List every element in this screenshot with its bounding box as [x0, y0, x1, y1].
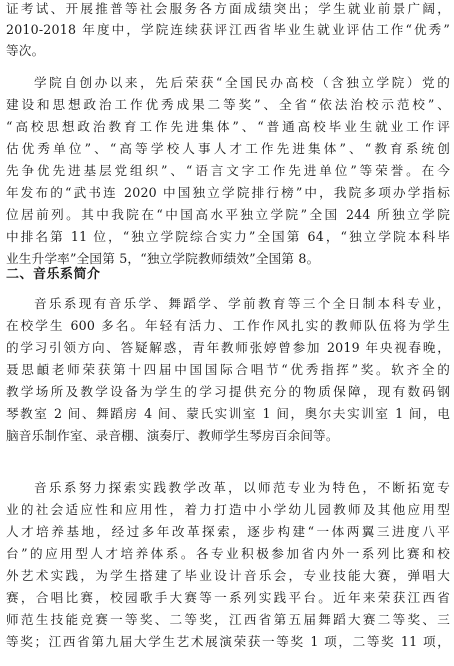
section-heading: 二、音乐系简介 — [6, 267, 101, 282]
paragraph-line: 先争优先进基层党组织”、“语言文字工作先进单位”等荣誉。在今 — [6, 163, 450, 178]
paragraph-line: 业的社会适应性和应用性，着力打造中小学幼儿园教师及其他应用型 — [6, 502, 450, 517]
paragraph-line: 位居前列。其中我院在“中国高水平独立学院”全国 244 所独立学院 — [6, 207, 450, 222]
paragraph-line: 人才培养基地，经过多年改革探索，逐步构建“一体两翼三进度八平 — [6, 524, 450, 539]
paragraph-line: 外艺术实践，为学生搭建了毕业设计音乐会，专业技能大赛，弹唱大 — [6, 568, 450, 583]
paragraph-line: 等次。 — [6, 43, 45, 58]
paragraph-line: 台”的应用型人才培养体系。各专业积极参加省内外一系列比赛和校 — [6, 546, 450, 561]
paragraph-line: 中排名第 11 位，“独立学院综合实力”全国第 64，“独立学院本科毕 — [6, 229, 450, 244]
paragraph-line: 师范生技能竞赛一等奖、二等奖，江西省第五届舞蹈大赛二等奖、三 — [6, 612, 450, 627]
paragraph-line: 在校学生 600 多名。年轻有活力、工作作风扎实的教师队伍将为学生 — [6, 318, 450, 333]
paragraph-line: 学院自创办以来，先后荣获“全国民办高校（含独立学院）党的 — [34, 75, 450, 90]
paragraph-line: 估优秀单位”、“高等学校人事人才工作先进集体”、“教育系统创 — [6, 141, 450, 156]
paragraph-line: 音乐系努力探索实践教学改革，以师范专业为特色，不断拓宽专 — [34, 480, 450, 495]
paragraph-line: 年发布的“武书连 2020 中国独立学院排行榜”中，我院多项办学指标 — [6, 185, 450, 200]
paragraph-line: 赛，合唱比赛，校园歌手大赛等一系列实践平台。近年来荣获江西省 — [6, 590, 450, 605]
paragraph-line: “高校思想政治教育工作先进集体”、“普通高校毕业生就业工作评 — [6, 119, 450, 134]
paragraph-line: 2010-2018 年度中，学院连续获评江西省毕业生就业评估工作“优秀” — [6, 22, 450, 37]
paragraph-line: 聂思頔老师荣获第十四届中国国际合唱节“优秀指挥”奖。软齐全的 — [6, 362, 450, 377]
paragraph-line: 建设和思想政治工作优秀成果二等奖”、全省“依法治校示范校”、 — [6, 97, 450, 112]
paragraph-line: 的学习引领方向、答疑解惑，青年教师张婷曾参加 2019 年央视春晚， — [6, 340, 450, 355]
paragraph-line: 业生升学率”全国第 5，“独立学院教师绩效”全国第 8。 — [6, 251, 320, 266]
paragraph-line: 教学场所及教学设备为学生的学习提供充分的物质保障，现有数码钢 — [6, 384, 450, 399]
paragraph-line: 证考试、开展推普等社会服务各方面成绩突出；学生就业前景广阔， — [6, 1, 450, 16]
paragraph-line: 等奖；江西省第九届大学生艺术展演荣获一等奖 1 项，二等奖 11 项， — [6, 634, 450, 649]
paragraph-line: 琴教室 2 间、舞蹈房 4 间、蒙氏实训室 1 间，奥尔夫实训室 1 间，电 — [6, 406, 450, 421]
paragraph-line: 脑音乐制作室、录音棚、演奏厅、教师学生琴房百余间等。 — [6, 428, 339, 443]
paragraph-line: 音乐系现有音乐学、舞蹈学、学前教育等三个全日制本科专业， — [34, 296, 450, 311]
